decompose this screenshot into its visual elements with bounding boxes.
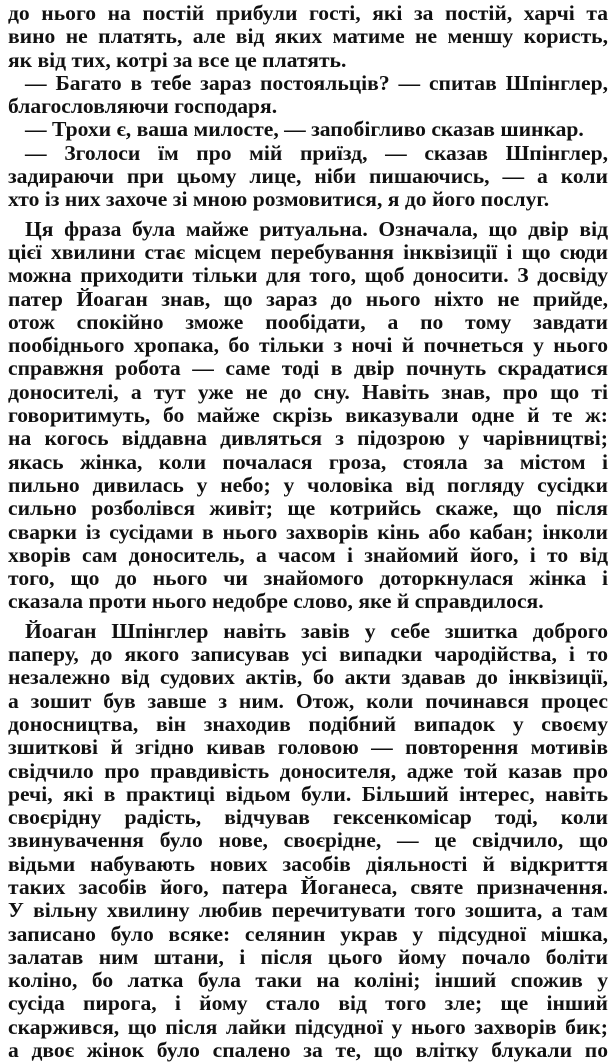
text-line: як від тих, котрі за все це платять. — [8, 47, 347, 72]
text-line: паперу, до якого записував усі випадки чародійства, і то — [8, 642, 608, 667]
text-line: свідчило про правдивість доносителя, адже той казав про — [8, 758, 608, 783]
text-line: отож спокійно зможе пообідати, а по тому завдати — [8, 309, 608, 334]
text-line: сказала проти нього недобре слово, яке й справдилося. — [8, 589, 544, 614]
text-line: а зошит був завше з ним. Отож, коли починався процес — [8, 688, 608, 713]
text-line: говоритимуть, бо майже скрізь виказували одне й те ж: — [8, 403, 608, 428]
text-line: — Багато в тебе зараз постояльців? — спитав Шпінглер, — [25, 70, 608, 95]
text-line: доносництва, він знаходив подібний випадок у своєму — [8, 711, 608, 736]
text-line: справжня робота — саме тоді в двір почнуть скрадатися — [8, 356, 608, 381]
text-line: У вільну хвилину любив перечитувати того зошита, а там — [8, 898, 608, 923]
text-line: а двоє жінок було спалено за те, що влітку блукали по — [8, 1038, 608, 1062]
text-line: залатав ним штани, і після цього йому почало боліти — [8, 944, 608, 969]
text-line: цієї хвилини стає місцем перебування інквізиції і що сюди — [8, 239, 608, 264]
book-page — [8, 2, 608, 1062]
text-line: якась жінка, коли почалася гроза, стояла за містом і — [8, 449, 608, 474]
text-line: задираючи при цьому лице, ніби пишаючись, — а коли — [8, 164, 608, 189]
text-line: Ця фраза була майже ритуальна. Означала, що двір від — [25, 216, 608, 241]
text-line: пильно дивилась у небо; у чоловіка від погляду сусідки — [8, 472, 608, 497]
text-line: патер Йоаган знав, що зараз до нього ніхто не прийде, — [8, 286, 608, 311]
text-line: сильно розболівся живіт; ще котрийсь скаже, що після — [8, 496, 608, 521]
text-line: того, що до нього чи знайомого доторкнулася жінка і — [8, 566, 608, 591]
text-line: сусіда пирога, і йому стало від того зле; ще інший — [8, 991, 608, 1016]
text-line: звинувачення було нове, своєрідне, — це свідчило, що — [8, 828, 608, 853]
text-line: відьми набувають нових засобів діяльності й відкриття — [8, 851, 608, 876]
text-line: пообіднього хропака, бо тільки з ночі й почнеться у нього — [8, 333, 608, 358]
text-line: скаржився, що після лайки підсудної у нього захворів бик; — [8, 1014, 608, 1039]
text-line: до нього на постій прибули гості, які за постій, харчі та — [8, 1, 608, 25]
text-line: хто із них захоче зі мною розмовитися, я до його послуг. — [8, 187, 550, 212]
text-line: записано було всяке: селянин украв у підсудної мішка, — [8, 921, 608, 946]
text-line: — Трохи є, ваша милосте, — запобігливо сказав шинкар. — [25, 117, 584, 142]
text-line: — Зголоси їм про мій приїзд, — сказав Шпінглер, — [25, 140, 608, 165]
text-line: коліно, бо латка була таки на коліні; інший спожив у — [8, 968, 608, 993]
text-line: на когось віддавна дивляться з підозрою у чарівництві; — [8, 426, 608, 451]
text-line: вино не платять, але від яких матиме не меншу користь, — [8, 24, 608, 49]
text-line: речі, які в практиці відьом були. Більший інтерес, навіть — [8, 781, 608, 806]
text-line: незалежно від судових актів, бо акти здавав до інквізиції, — [8, 665, 608, 690]
text-line: благословляючи господаря. — [8, 94, 278, 119]
text-line: Йоаган Шпінглер навіть завів у себе зшитка доброго — [25, 618, 608, 643]
text-line: своєрідну радість, відчував гексенкомісар тоді, коли — [8, 805, 608, 830]
text-line: сварки із сусідами в нього захворів кінь або кабан; інколи — [8, 519, 608, 544]
text-line: хворів сам доноситель, а часом і знайомий його, і то від — [8, 542, 608, 567]
text-line: зшиткові й згідно кивав головою — повторення мотивів — [8, 735, 608, 760]
text-line: таких засобів його, патера Йоганеса, святе призначення. — [8, 874, 608, 899]
text-line: доносителі, а тут уже не до сну. Навіть знав, про що ті — [8, 379, 608, 404]
text-line: можна приходити тільки для того, щоб доносити. З досвіду — [8, 263, 608, 288]
